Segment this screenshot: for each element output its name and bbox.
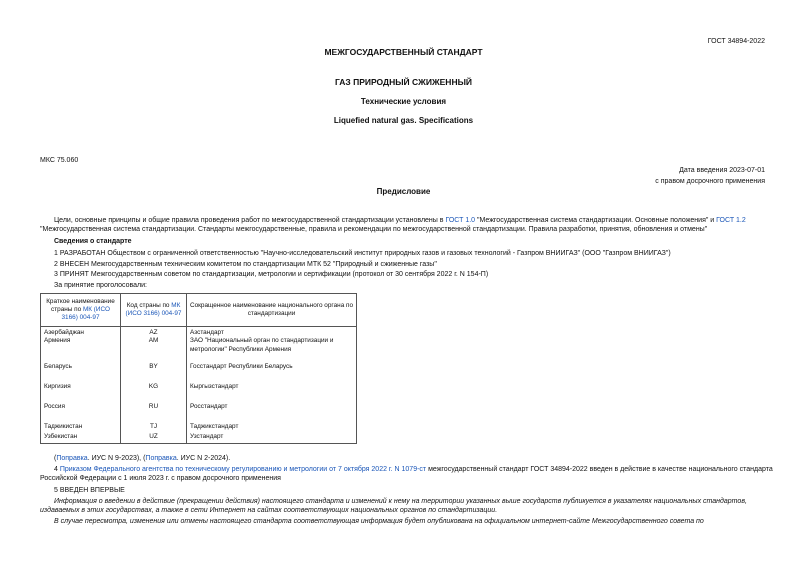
code-cell: AZ	[121, 327, 187, 338]
amendments-line	[54, 455, 230, 464]
amendment-link-1[interactable]: Поправка	[56, 455, 88, 462]
states-table	[40, 293, 357, 444]
country-cell: Азербайджан	[41, 327, 121, 338]
table-row	[41, 327, 357, 338]
foreword-heading: Предисловие	[376, 187, 431, 196]
code-cell: TJ	[121, 423, 187, 433]
body-cell: Азстандарт	[187, 327, 357, 338]
document-title-en: Liquefied natural gas. Specifications	[333, 116, 474, 125]
table-row	[41, 383, 357, 403]
standard-type: МЕЖГОСУДАРСТВЕННЫЙ СТАНДАРТ	[324, 47, 483, 57]
table-header-row	[41, 294, 357, 327]
code-cell: BY	[121, 363, 187, 383]
table-row	[41, 433, 357, 443]
col-country-header	[41, 294, 121, 327]
col-code-text: Код страны по	[126, 302, 172, 310]
intro-text-2: "Межгосударственная система стандартизации. Основные положения" и	[475, 217, 717, 224]
country-cell: Россия	[41, 403, 121, 423]
foreword-intro	[40, 217, 785, 235]
info-heading: Сведения о стандарте	[54, 238, 132, 245]
item-2-submitted: 2 ВНЕСЕН Межгосударственным техническим комитетом по стандартизации МТК 52 "Природный и сжиженные газы"	[54, 261, 437, 268]
gost-number: ГОСТ 34894-2022	[707, 38, 765, 45]
item-4-enacted	[40, 466, 785, 484]
mk-iso-link[interactable]: МК (ИСО 3166) 004-97	[61, 306, 110, 321]
body-cell: Узстандарт	[187, 433, 357, 443]
document-title: ГАЗ ПРИРОДНЫЙ СЖИЖЕННЫЙ	[334, 77, 473, 87]
amend-open: (	[54, 455, 57, 462]
body-cell: Таджикстандарт	[187, 423, 357, 433]
intro-text-3: "Межгосударственная система стандартизации. Стандарты межгосударственные, правила и рекомендации по межгосударственной стандартизации. Правила разработки, принятия, обновления и отмены"	[40, 225, 708, 233]
country-cell: Таджикистан	[41, 423, 121, 433]
country-cell: Армения	[41, 337, 121, 363]
gost-1-2-link[interactable]: ГОСТ 1.2	[716, 217, 746, 224]
item-4-text: межгосударственный стандарт ГОСТ 34894-2022 введен в действие в качестве национального стандарта Российской Федерации с 1 июля 2023 г. с правом досрочного применения	[40, 466, 773, 482]
table-row	[41, 363, 357, 383]
code-cell: RU	[121, 403, 187, 423]
gost-1-0-link[interactable]: ГОСТ 1.0	[445, 217, 476, 224]
col-country-text: Краткое наименование страны по	[46, 298, 115, 314]
code-cell: UZ	[121, 433, 187, 443]
iso-3166-link[interactable]: (ИСО 3166) 004-97	[125, 310, 182, 317]
document-subtitle: Технические условия	[360, 97, 447, 106]
item-3-adopted: 3 ПРИНЯТ Межгосударственным советом по стандартизации, метрологии и сертификации (протокол от 30 сентября 2022 г. N 154-П)	[54, 271, 489, 278]
table-row	[41, 403, 357, 423]
code-cell: AM	[121, 337, 187, 363]
code-cell: KG	[121, 383, 187, 403]
voted-label: За принятие проголосовали:	[54, 282, 147, 289]
col-body-header: Сокращенное наименование национального органа по стандартизации	[187, 294, 357, 327]
table-row	[41, 337, 357, 363]
info-publication-note: Информация о введении в действие (прекращении действия) настоящего стандарта и изменений к нему на территории указанных выше государств публикуется в указателях национальных стандартов, издаваемых в этих государствах, а также в сети Интернет на сайтах соответствующих национальных органов по стандартизации.	[40, 498, 747, 514]
intro-date: Дата введения 2023-07-01	[679, 167, 765, 174]
country-cell: Узбекистан	[41, 433, 121, 443]
amendment-link-2[interactable]: Поправка	[145, 455, 177, 462]
item-5-introduced: 5 ВВЕДЕН ВПЕРВЫЕ	[54, 487, 125, 494]
mk-link[interactable]: МК	[171, 302, 181, 310]
country-cell: Киргизия	[41, 383, 121, 403]
item-4-number: 4	[54, 466, 60, 473]
body-cell: Росстандарт	[187, 403, 357, 423]
revision-note: В случае пересмотра, изменения или отмены настоящего стандарта соответствующая информация будет опубликована на официальном интернет-сайте Межгосударственного совета по	[54, 518, 704, 525]
rosstandart-order-link[interactable]: Приказом Федерального агентства по техническому регулированию и метрологии от 7 октября 2022 г. N 1079-ст	[59, 466, 427, 473]
body-cell: ЗАО "Национальный орган по стандартизации и метрологии" Республики Армения	[187, 337, 357, 363]
col-code-header	[121, 294, 187, 327]
body-cell: Кыргызстандарт	[187, 383, 357, 403]
body-cell: Госстандарт Республики Беларусь	[187, 363, 357, 383]
early-application: с правом досрочного применения	[655, 178, 765, 185]
intro-text-1: Цели, основные принципы и общие правила проведения работ по межгосударственной стандартизации установлены в	[54, 217, 446, 224]
item-1-developed: 1 РАЗРАБОТАН Обществом с ограниченной ответственностью "Научно-исследовательский институт природных газов и газовых технологий - Газпром ВНИИГАЗ" (ООО "Газпром ВНИИГАЗ")	[54, 250, 671, 257]
table-row	[41, 423, 357, 433]
amend-text-2: . ИУС N 2-2024).	[176, 455, 231, 462]
country-cell: Беларусь	[41, 363, 121, 383]
mks-code: МКС 75.060	[40, 157, 79, 164]
amend-text-1: . ИУС N 9-2023), (	[87, 455, 146, 462]
